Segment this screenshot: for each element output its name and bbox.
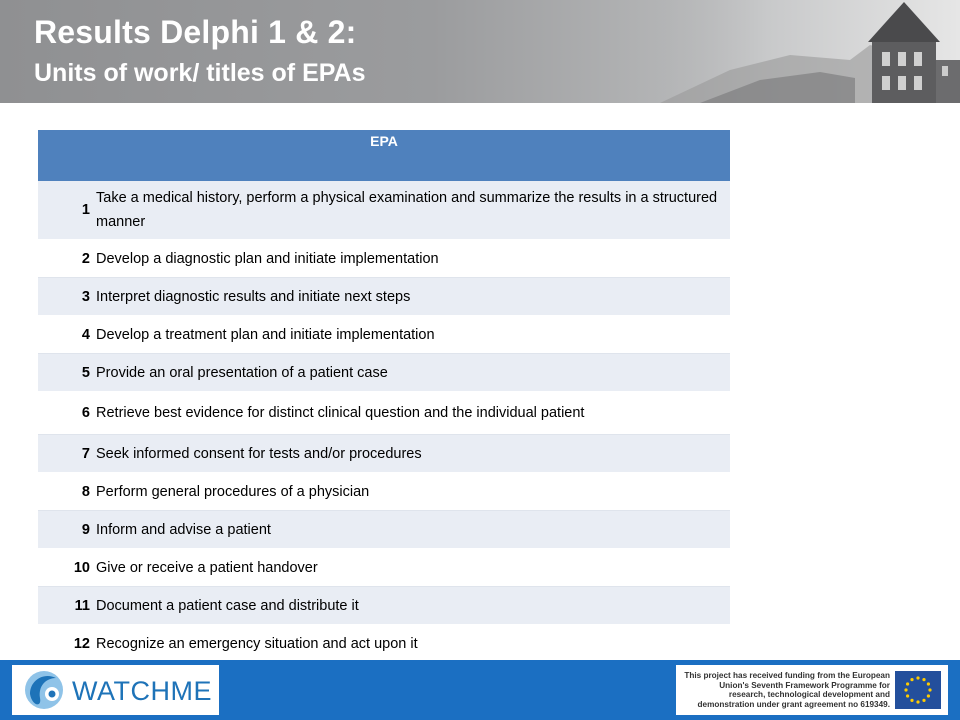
epa-number: 9: [38, 511, 94, 549]
epa-title: Interpret diagnostic results and initiate next steps: [94, 278, 730, 316]
epa-number: 4: [38, 316, 94, 354]
castle-tower-icon: [640, 0, 960, 103]
table-row: [38, 549, 730, 587]
epa-number: 5: [38, 354, 94, 392]
table-row: [38, 354, 730, 392]
slide-header: [0, 0, 960, 103]
epa-title: Inform and advise a patient: [94, 511, 730, 549]
logo-text: WATCHME: [72, 676, 212, 706]
table-row: [38, 625, 730, 663]
funding-text: This project has received funding from the European Union's Seventh Framework Programme for research, technological development and demonstration under grant agreement no 619349.: [684, 671, 890, 709]
table-row: [38, 473, 730, 511]
table-row: [38, 316, 730, 354]
watchme-logo: [12, 665, 219, 715]
column-header-epa: EPA: [38, 130, 730, 181]
epa-number: 10: [38, 549, 94, 587]
table-row: [38, 587, 730, 625]
slide-footer: [0, 660, 960, 720]
slide-title: Results Delphi 1 & 2:: [34, 14, 357, 50]
epa-title: Provide an oral presentation of a patient case: [94, 354, 730, 392]
epa-title: Develop a treatment plan and initiate implementation: [94, 316, 730, 354]
eu-funding-notice: [676, 665, 948, 715]
epa-title: Seek informed consent for tests and/or procedures: [94, 435, 730, 473]
epa-title: Recognize an emergency situation and act upon it: [94, 625, 730, 663]
slide-subtitle: Units of work/ titles of EPAs: [34, 59, 366, 87]
epa-title: Take a medical history, perform a physical examination and summarize the results in a structured manner: [94, 181, 730, 240]
table-row: [38, 392, 730, 435]
epa-title: Give or receive a patient handover: [94, 549, 730, 587]
table-row: [38, 181, 730, 240]
epa-title: Retrieve best evidence for distinct clinical question and the individual patient: [94, 392, 730, 435]
epa-number: 12: [38, 625, 94, 663]
epa-title: Document a patient case and distribute it: [94, 587, 730, 625]
epa-number: 8: [38, 473, 94, 511]
table-row: [38, 435, 730, 473]
table-row: [38, 278, 730, 316]
epa-number: 2: [38, 240, 94, 278]
watchme-logo-icon: [22, 668, 68, 712]
epa-number: 1: [38, 181, 94, 240]
epa-title: Develop a diagnostic plan and initiate implementation: [94, 240, 730, 278]
table-row: [38, 511, 730, 549]
epa-number: 7: [38, 435, 94, 473]
epa-table: [38, 130, 730, 663]
table-row: [38, 240, 730, 278]
epa-number: 11: [38, 587, 94, 625]
eu-flag-icon: [895, 671, 941, 709]
epa-number: 3: [38, 278, 94, 316]
epa-number: 6: [38, 392, 94, 435]
table-header-row: [38, 130, 730, 181]
epa-title: Perform general procedures of a physician: [94, 473, 730, 511]
